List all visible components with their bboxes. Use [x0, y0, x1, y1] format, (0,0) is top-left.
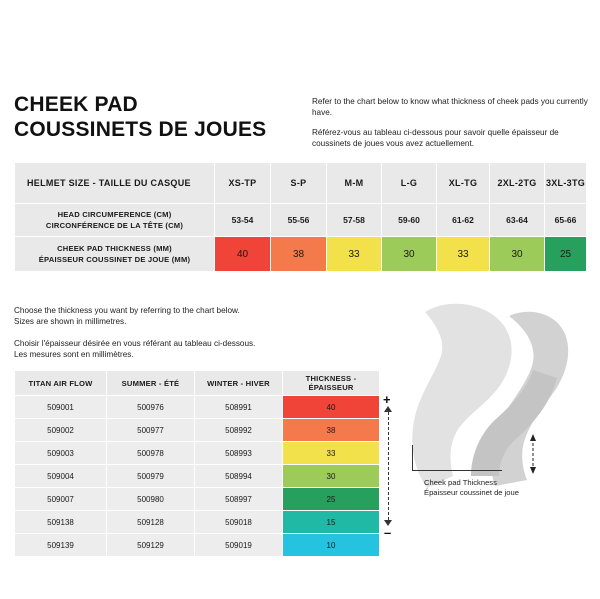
table-row: [15, 534, 380, 557]
intro-text-en: Refer to the chart below to know what thickness of cheek pads you currently have.: [312, 97, 588, 117]
instructions-fr-line-1: Choisir l'épaisseur désirée en vous référant au tableau ci-dessous.: [14, 339, 256, 348]
cell-thickness: 33: [283, 442, 380, 465]
cell-winter: 509019: [195, 534, 283, 557]
circumference-6: 65-66: [545, 204, 587, 237]
intro-text: [312, 96, 596, 158]
size-header-3: L-G: [382, 163, 437, 204]
label-cheek-pad-thickness-en: CHEEK PAD THICKNESS (MM): [57, 244, 172, 253]
cell-thickness: 25: [283, 488, 380, 511]
table-row: [15, 442, 380, 465]
thickness-value-3: 30: [382, 237, 437, 272]
size-header-6: 3XL-3TG: [545, 163, 587, 204]
cell-titan: 509001: [15, 396, 107, 419]
callout-label: [424, 478, 584, 498]
label-head-circumference-en: HEAD CIRCUMFERENCE (CM): [57, 210, 172, 219]
column-header-winter: WINTER - HIVER: [195, 371, 283, 396]
cell-titan: 509007: [15, 488, 107, 511]
circumference-5: 63-64: [490, 204, 545, 237]
cell-titan: 509138: [15, 511, 107, 534]
label-cheek-pad-thickness-fr: ÉPAISSEUR COUSSINET DE JOUE (MM): [38, 255, 191, 264]
table-row: [15, 488, 380, 511]
cell-winter: 508992: [195, 419, 283, 442]
callout-label-fr: Épaisseur coussinet de joue: [424, 488, 519, 497]
cell-winter: 508994: [195, 465, 283, 488]
size-header-5: 2XL-2TG: [490, 163, 545, 204]
cell-winter: 509018: [195, 511, 283, 534]
cell-summer: 509128: [107, 511, 195, 534]
cell-summer: 500977: [107, 419, 195, 442]
scale-minus-label: –: [384, 525, 392, 540]
page-title-line-1: CHEEK PAD: [14, 93, 138, 116]
cell-summer: 500978: [107, 442, 195, 465]
label-helmet-size: HELMET SIZE - TAILLE DU CASQUE: [15, 163, 215, 204]
cell-winter: 508993: [195, 442, 283, 465]
page-title: [14, 92, 314, 142]
table-row: [15, 419, 380, 442]
header: [14, 92, 588, 148]
instructions-en-line-2: Sizes are shown in millimetres.: [14, 317, 127, 326]
cell-titan: 509003: [15, 442, 107, 465]
cell-winter: 508997: [195, 488, 283, 511]
instructions-en: [14, 305, 314, 327]
parts-table-body: [15, 396, 380, 557]
table-row-thickness: [15, 237, 587, 272]
column-header-titan: TITAN AIR FLOW: [15, 371, 107, 396]
circumference-2: 57-58: [327, 204, 382, 237]
cell-titan: 509002: [15, 419, 107, 442]
cell-titan: 509004: [15, 465, 107, 488]
helmet-size-table: [14, 162, 587, 272]
cell-thickness: 15: [283, 511, 380, 534]
intro-text-fr: Référez-vous au tableau ci-dessous pour savoir quelle épaisseur de coussinets de joues vous avez actuellement.: [312, 128, 559, 148]
cell-summer: 509129: [107, 534, 195, 557]
size-header-2: M-M: [327, 163, 382, 204]
column-header-thickness: THICKNESS - ÉPAISSEUR: [283, 371, 380, 396]
parts-number-table: [14, 370, 380, 557]
label-cheek-pad-thickness: [15, 237, 215, 272]
size-header-4: XL-TG: [437, 163, 490, 204]
instructions-fr: [14, 338, 314, 360]
circumference-3: 59-60: [382, 204, 437, 237]
callout-leader-vertical: [412, 445, 413, 471]
column-header-summer: SUMMER - ÉTÉ: [107, 371, 195, 396]
table-row: [15, 465, 380, 488]
cell-thickness: 30: [283, 465, 380, 488]
thickness-value-6: 25: [545, 237, 587, 272]
scale-dashed-line: [388, 412, 389, 520]
thickness-value-0: 40: [215, 237, 271, 272]
callout-label-en: Cheek pad Thickness: [424, 478, 497, 487]
instructions-en-line-1: Choose the thickness you want by referring to the chart below.: [14, 306, 240, 315]
cell-thickness: 10: [283, 534, 380, 557]
thickness-value-1: 38: [271, 237, 327, 272]
table-row: [15, 396, 380, 419]
thickness-value-4: 33: [437, 237, 490, 272]
thickness-value-5: 30: [490, 237, 545, 272]
scale-plus-label: +: [383, 392, 391, 407]
cell-summer: 500976: [107, 396, 195, 419]
cell-winter: 508991: [195, 396, 283, 419]
cell-titan: 509139: [15, 534, 107, 557]
table-header-row: [15, 371, 380, 396]
instructions-fr-line-2: Les mesures sont en millimètres.: [14, 350, 134, 359]
cell-thickness: 40: [283, 396, 380, 419]
thickness-scale: [381, 392, 397, 540]
size-header-1: S-P: [271, 163, 327, 204]
label-head-circumference: [15, 204, 215, 237]
cell-summer: 500980: [107, 488, 195, 511]
instructions: [14, 305, 314, 371]
label-head-circumference-fr: CIRCONFÉRENCE DE LA TÊTE (CM): [45, 221, 184, 230]
page-title-line-2: COUSSINETS DE JOUES: [14, 118, 267, 141]
cell-summer: 500979: [107, 465, 195, 488]
circumference-1: 55-56: [271, 204, 327, 237]
circumference-4: 61-62: [437, 204, 490, 237]
thickness-value-2: 33: [327, 237, 382, 272]
table-row-helmet-size: [15, 163, 587, 204]
table-row-circumference: [15, 204, 587, 237]
table-row: [15, 511, 380, 534]
circumference-0: 53-54: [215, 204, 271, 237]
size-header-0: XS-TP: [215, 163, 271, 204]
cell-thickness: 38: [283, 419, 380, 442]
callout-leader-horizontal: [412, 470, 502, 471]
